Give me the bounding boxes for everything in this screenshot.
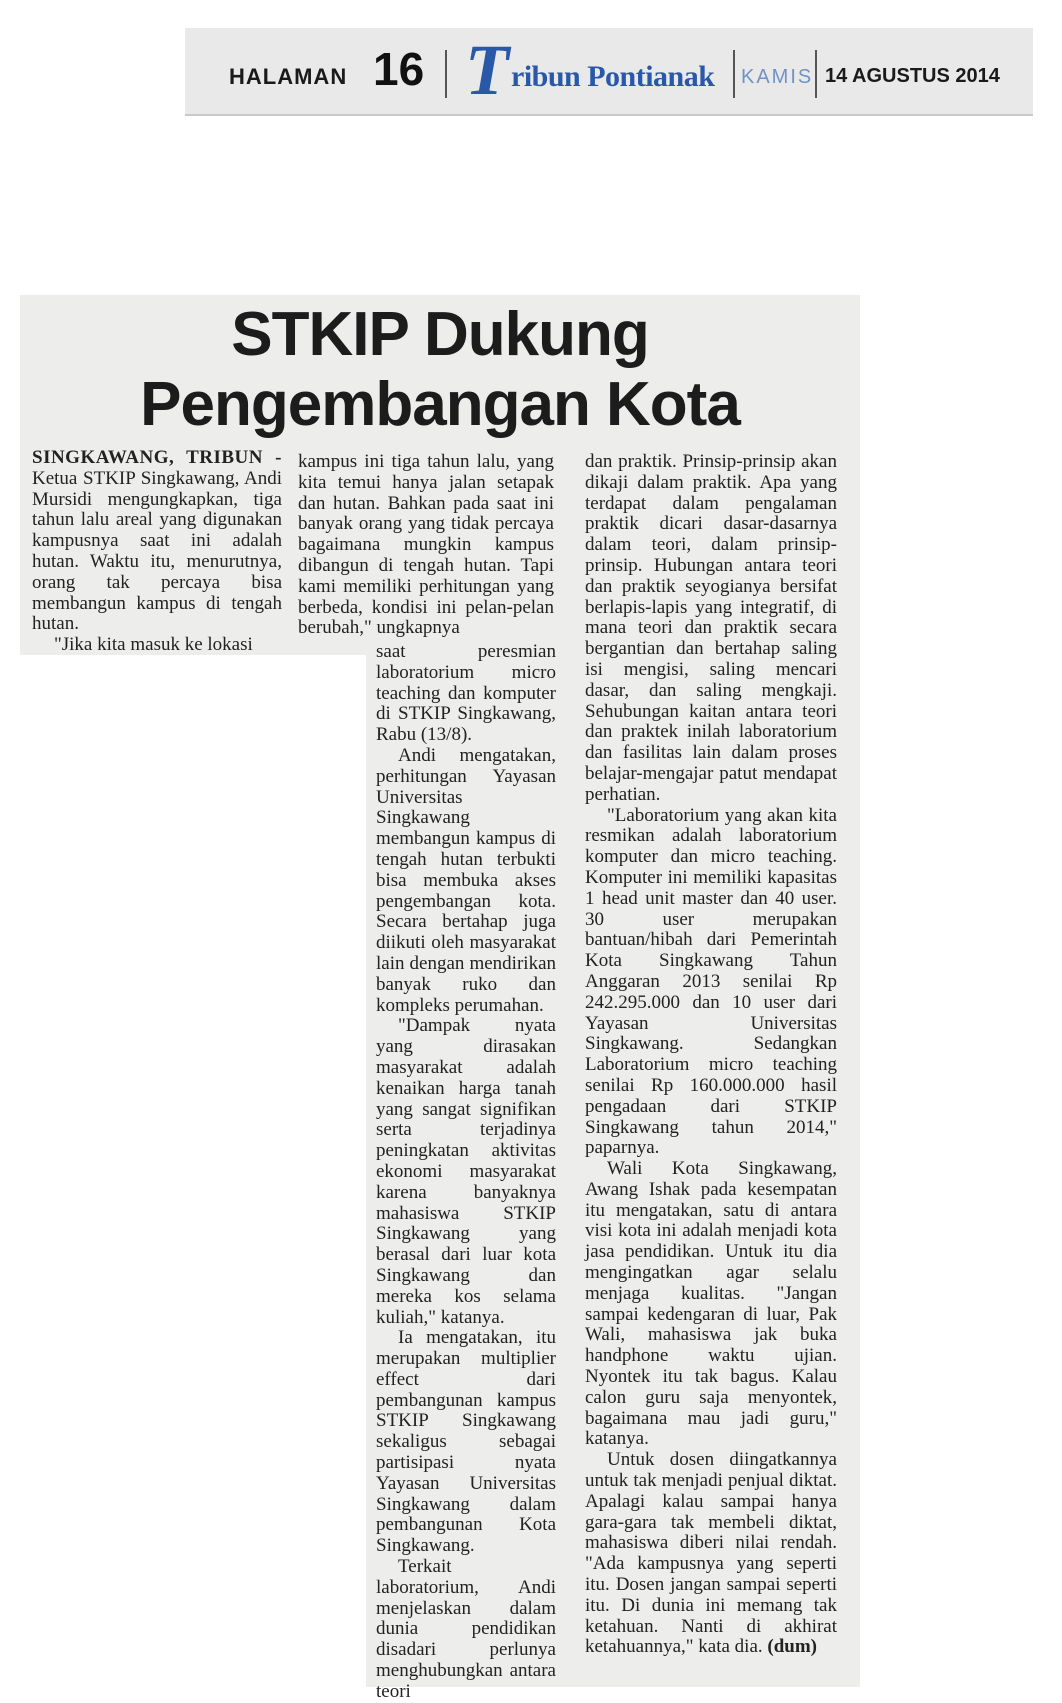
paragraph: saat peresmian laboratorium micro teaching dan komputer di STKIP Singkawang, Rabu (13/8). bbox=[376, 641, 556, 746]
dateline: SINGKAWANG, TRIBUN - bbox=[32, 447, 282, 468]
article-column-2-top bbox=[298, 452, 554, 639]
paragraph: Terkait laboratorium, Andi menjelaskan dalam dunia pendidikan disadari perlunya menghubungkan antara teori bbox=[376, 1556, 556, 1702]
paragraph: Untuk dosen diingatkannya untuk tak menjadi penjual diktat. Apalagi kalau sampai hanya gara-gara tak membeli diktat, mahasiswa diberi nilai rendah. "Ada kampusnya yang seperti itu. Dosen jangan sampai seperti itu. Di dunia ini memang tak ketahuan. Nanti di akhirat ketahuannya," kata dia. bbox=[585, 1449, 837, 1658]
logo-name: ribun Pontianak bbox=[511, 60, 715, 93]
section-label: HALAMAN bbox=[229, 64, 348, 89]
logo-initial: T bbox=[465, 30, 509, 110]
headline-line-2: Pengembangan Kota bbox=[140, 370, 740, 439]
newspaper-logo bbox=[465, 30, 725, 110]
blank-area bbox=[20, 655, 366, 1687]
header-divider bbox=[815, 50, 817, 98]
paragraph: "Laboratorium yang akan kita resmikan adalah laboratorium komputer dan micro teaching. Komputer ini memiliki kapasitas 1 head unit master dan 40 user. 30 user merupakan bantuan/hibah dari Pemerintah Kota Singkawang Tahun Anggaran 2013 senilai Rp 242.295.000 dan 10 user dari Yayasan Universitas Singkawang. Sedangkan Laboratorium micro teaching senilai Rp 160.000.000 hasil pengadaan dari STKIP Singkawang tahun 2014," paparnya. bbox=[585, 804, 837, 1159]
paragraph: Andi mengatakan, perhitungan Yayasan Universitas Singkawang membangun kampus di tengah hutan terbukti bisa membuka akses pengembangan kota. Secara bertahap juga diikuti oleh masyarakat lain dengan mendirikan banyak ruko dan kompleks perumahan. bbox=[376, 744, 556, 1016]
page-number: 16 bbox=[373, 43, 425, 95]
article-column-3 bbox=[585, 452, 837, 1658]
paragraph: Wali Kota Singkawang, Awang Ishak pada kesempatan itu mengatakan, satu di antara visi kota ini adalah menjadi kota jasa pendidikan. Untuk itu dia mengingatkan agar selalu menjaga kualitas. "Jangan sampai kedengaran di luar, Pak Wali, mahasiswa jak buka handphone waktu ujian. Nyontek itu tak bagus. Kalau calon guru saja menyontek, bagaimana mau jadi guru," katanya. bbox=[585, 1158, 837, 1450]
article-column-2 bbox=[376, 642, 556, 1703]
paragraph: "Dampak nyata yang dirasakan masyarakat adalah kenaikan harga tanah yang sangat signifikan serta terjadinya peningkatan aktivitas ekonomi masyarakat karena banyaknya mahasiswa STKIP Singkawang yang berasal dari luar kota Singkawang dan mereka kos selama kuliah," katanya. bbox=[376, 1015, 556, 1328]
headline-line-1: STKIP Dukung bbox=[231, 300, 649, 369]
article-column-1 bbox=[32, 448, 282, 656]
paragraph: dan praktik. Prinsip-prinsip akan dikaji dalam praktik. Apa yang terdapat dalam pengalaman praktik dicari dasar-dasarnya dalam teori, dalam prinsip-prinsip. Hubungan antara teori dan praktik seyogianya bersifat berlapis-lapis yang integratif, di mana teori dan praktik secara bergantian dan bertahap saling isi mengisi, saling mencari dasar, dan saling mengkaji. Sehubungan kaitan antara teori dan praktek inilah laboratorium dan fasilitas lain dalam proses belajar-mengajar patut mendapat perhatian. bbox=[585, 451, 837, 805]
issue-day: KAMIS bbox=[741, 66, 814, 88]
paragraph: kampus ini tiga tahun lalu, yang kita temui hanya jalan setapak dan hutan. Bahkan pada saat ini banyak orang yang tidak percaya bagaimana mungkin kampus dibangun di tengah hutan. Tapi kami memiliki perhitungan yang berbeda, kondisi ini pelan-pelan berubah," ungkapnya bbox=[298, 451, 554, 639]
page-header bbox=[185, 28, 1033, 116]
author-signature: (dum) bbox=[767, 1636, 817, 1658]
header-divider bbox=[445, 50, 447, 98]
lead-paragraph: Ketua STKIP Singkawang, Andi Mursidi mengungkapkan, tiga tahun lalu areal yang digunakan kampusnya saat ini adalah hutan. Waktu itu, menurutnya, orang tak percaya bisa membangun kampus di tengah hutan. bbox=[32, 467, 282, 635]
issue-date: 14 AGUSTUS 2014 bbox=[825, 65, 1000, 87]
paragraph: Ia mengatakan, itu merupakan multiplier effect dari pembangunan kampus STKIP Singkawang sekaligus sebagai partisipasi nyata Yayasan Universitas Singkawang dalam pembangunan Kota Singkawang. bbox=[376, 1327, 556, 1557]
paragraph: "Jika kita masuk ke lokasi bbox=[54, 634, 253, 656]
header-divider bbox=[733, 50, 735, 98]
article-headline bbox=[100, 300, 780, 440]
